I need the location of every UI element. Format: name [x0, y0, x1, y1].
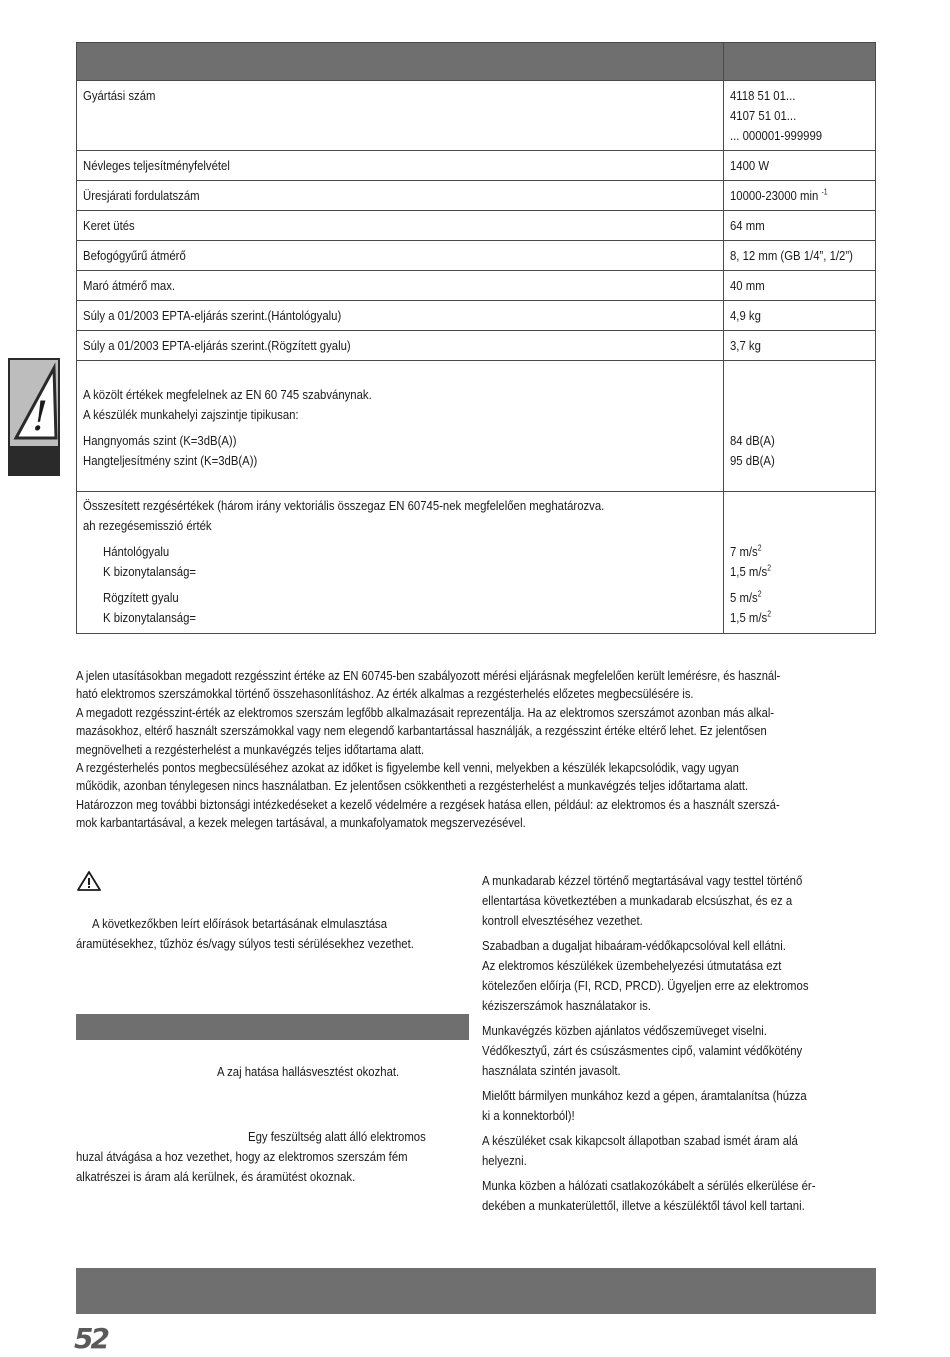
table-row — [77, 211, 876, 241]
row-label: Súly a 01/2003 EPTA-eljárás szerint.(Hántológyalu) — [83, 308, 342, 323]
safety-paragraph — [482, 871, 876, 931]
safety-line: Szabadban a dugaljat hibaáram-védőkapcsolóval kell ellátni. — [482, 938, 786, 953]
table-header — [77, 43, 876, 81]
fixed-planer-label: Rögzített gyalu — [103, 590, 179, 605]
paragraph-line: mazásokhoz, eltérő használt szerszámokkal vagy nem elegendő karbantartással használják, a rezgésszint értéke eltérő lehet. Ez jelentősen — [76, 723, 767, 739]
paragraph-line: A jelen utasításokban megadott rezgésszint értéke az EN 60745-ben szabályozott mérési eljárásnak megfelelően került lemérésre, és használ- — [76, 668, 781, 683]
sound-power-value: 95 dB(A) — [730, 453, 776, 468]
warning-line: áramütésekhez, tűzhöz és/vagy súlyos testi sérülésekhez vezethet. — [76, 936, 414, 951]
uncertainty-value: 1,5 m/s — [730, 610, 768, 625]
row-value: 8, 12 mm (GB 1/4”, 1/2”) — [730, 248, 854, 263]
unit-superscript: -1 — [821, 187, 829, 197]
table-row — [77, 151, 876, 181]
side-warning-tab — [8, 358, 60, 476]
planer-value: 7 m/s — [730, 544, 759, 559]
noise-row — [77, 361, 876, 492]
sound-pressure-label: Hangnyomás szint (K=3dB(A)) — [83, 433, 237, 448]
paragraph-line: mok karbantartásával, a kezek melegen tartásával, a munkafolyamatok megszervezésével. — [76, 815, 526, 831]
row-value: 40 mm — [730, 278, 766, 293]
table-row — [77, 271, 876, 301]
noise-note — [217, 1062, 429, 1082]
unit-superscript: 2 — [758, 543, 763, 553]
vibration-text — [76, 667, 876, 833]
uncertainty-label: K bizonytalanság= — [103, 564, 197, 579]
noise-note-text: A zaj hatása hallásvesztést okozhat. — [217, 1064, 400, 1079]
safety-line: kontroll elvesztéséhez vezethet. — [482, 913, 643, 928]
cable-note — [76, 1127, 470, 1187]
safety-paragraph — [482, 1021, 876, 1081]
safety-line: A készüléket csak kikapcsolt állapotban szabad ismét áram alá — [482, 1133, 798, 1148]
safety-line: Az elektromos készülékek üzembehelyezési útmutatása ezt — [482, 958, 782, 973]
row-label: Súly a 01/2003 EPTA-eljárás szerint.(Rögzített gyalu) — [83, 338, 351, 353]
fixed-planer-value: 5 m/s — [730, 590, 759, 605]
row-label: Maró átmérő max. — [83, 278, 176, 293]
safety-paragraph — [482, 1086, 876, 1126]
row-value: 64 mm — [730, 218, 766, 233]
page-number: 52 — [74, 1322, 107, 1355]
uncertainty-value: 1,5 m/s — [730, 564, 768, 579]
safety-line: helyezni. — [482, 1153, 527, 1168]
vibration-intro: Összesített rezgésértékek (három irány vektoriális összegaz EN 60745-nek megfelelően meghatározva. — [83, 498, 605, 513]
unit-superscript: 2 — [758, 589, 763, 599]
safety-line: kéziszerszámok használatakor is. — [482, 998, 651, 1013]
safety-line: használata szintén javasolt. — [482, 1063, 621, 1078]
uncertainty-label: K bizonytalanság= — [103, 610, 197, 625]
noise-intro: A közölt értékek megfelelnek az EN 60 745 szabványnak. — [83, 387, 372, 402]
row-value: 10000-23000 min — [730, 188, 819, 203]
table-row — [77, 301, 876, 331]
table-row — [77, 81, 876, 151]
vibration-intro-2: ah rezegésemisszió érték — [83, 518, 212, 533]
paragraph-line: működik, azonban ténylegesen nincs használatban. Ez jelentősen csökkentheti a rezgésterhelést a munkavégzés teljes időtartama alatt. — [76, 778, 749, 794]
safety-line: kötelezően előírja (FI, RCD, PRCD). Ügyeljen erre az elektromos — [482, 978, 809, 993]
row-label: Gyártási szám — [83, 88, 156, 103]
paragraph-line: megnövelheti a rezgésterhelést a munkavégzés teljes időtartama alatt. — [76, 741, 425, 757]
section-bar — [76, 1014, 469, 1040]
safety-line: Mielőtt bármilyen munkához kezd a gépen, áramtalanítsa (húzza — [482, 1088, 807, 1103]
row-value: ... 000001-999999 — [730, 128, 823, 143]
paragraph-line: ható elektromos szerszámokkal történő összehasonlításhoz. Az érték alkalmas a rezgésterhelés előzetes megbecsülésére is. — [76, 686, 694, 702]
planer-label: Hántológyalu — [103, 544, 170, 559]
spec-table — [76, 42, 876, 634]
warning-text — [76, 914, 470, 954]
safety-line: dekében a munkaterülettől, illetve a készüléktől távol kell tartani. — [482, 1198, 805, 1213]
table-row — [77, 181, 876, 211]
sound-pressure-value: 84 dB(A) — [730, 433, 776, 448]
footer-bar — [76, 1268, 876, 1314]
row-label: Névleges teljesítményfelvétel — [83, 158, 230, 173]
cable-note-line: Egy feszültség alatt álló elektromos — [248, 1129, 426, 1144]
svg-text:!: ! — [31, 394, 49, 440]
unit-superscript: 2 — [767, 563, 772, 573]
warning-triangle-icon — [76, 870, 102, 895]
row-value: 4118 51 01... — [730, 88, 796, 103]
row-value: 4107 51 01... — [730, 108, 797, 123]
vibration-row — [77, 492, 876, 634]
noise-intro-2: A készülék munkahelyi zajszintje tipikusan: — [83, 407, 299, 422]
cable-note-line: alkatrészei is áram alá kerülnek, és áramütést okoznak. — [76, 1169, 356, 1184]
safety-line: Védőkesztyű, zárt és csúszásmentes cipő, valamint védőkötény — [482, 1043, 803, 1058]
safety-line: ellentartása következtében a munkadarab elcsúszhat, és ez a — [482, 893, 793, 908]
row-value: 4,9 kg — [730, 308, 762, 323]
row-value: 3,7 kg — [730, 338, 762, 353]
safety-paragraph — [482, 1131, 876, 1171]
safety-line: ki a konnektorból)! — [482, 1108, 575, 1123]
row-label: Üresjárati fordulatszám — [83, 188, 200, 203]
exclamation-warning-icon — [10, 360, 58, 446]
warning-line: A következőkben leírt előírások betartásának elmulasztása — [92, 916, 388, 931]
row-label: Befogógyűrű átmérő — [83, 248, 186, 263]
row-value: 1400 W — [730, 158, 770, 173]
sound-power-label: Hangteljesítmény szint (K=3dB(A)) — [83, 453, 258, 468]
safety-line: A munkadarab kézzel történő megtartásával vagy testtel történő — [482, 873, 803, 888]
safety-paragraph — [482, 1176, 876, 1216]
safety-line: Munka közben a hálózati csatlakozókábelt a sérülés elkerülése ér- — [482, 1178, 816, 1193]
row-label: Keret ütés — [83, 218, 135, 233]
unit-superscript: 2 — [767, 609, 772, 619]
table-row — [77, 331, 876, 361]
paragraph-line: A megadott rezgésszint-érték az elektromos szerszám legfőbb alkalmazásait reprezentálja. Ha az elektromos szerszámot azonban más alkal- — [76, 704, 775, 720]
paragraph-line: Határozzon meg további biztonsági intézkedéseket a kezelő védelmére a rezgések hatása ellen, például: az elektromos és a használt szerszá- — [76, 796, 780, 812]
table-row — [77, 241, 876, 271]
safety-line: Munkavégzés közben ajánlatos védőszemüveget viselni. — [482, 1023, 767, 1038]
safety-paragraph — [482, 936, 876, 1016]
paragraph-line: A rezgésterhelés pontos megbecsüléséhez azokat az időket is figyelembe kell venni, melyekben a készülék lekapcsolódik, vagy ugyan — [76, 759, 739, 775]
safety-instructions — [482, 871, 876, 1216]
cable-note-line: huzal átvágása a hoz vezethet, hogy az elektromos szerszám fém — [76, 1149, 408, 1164]
